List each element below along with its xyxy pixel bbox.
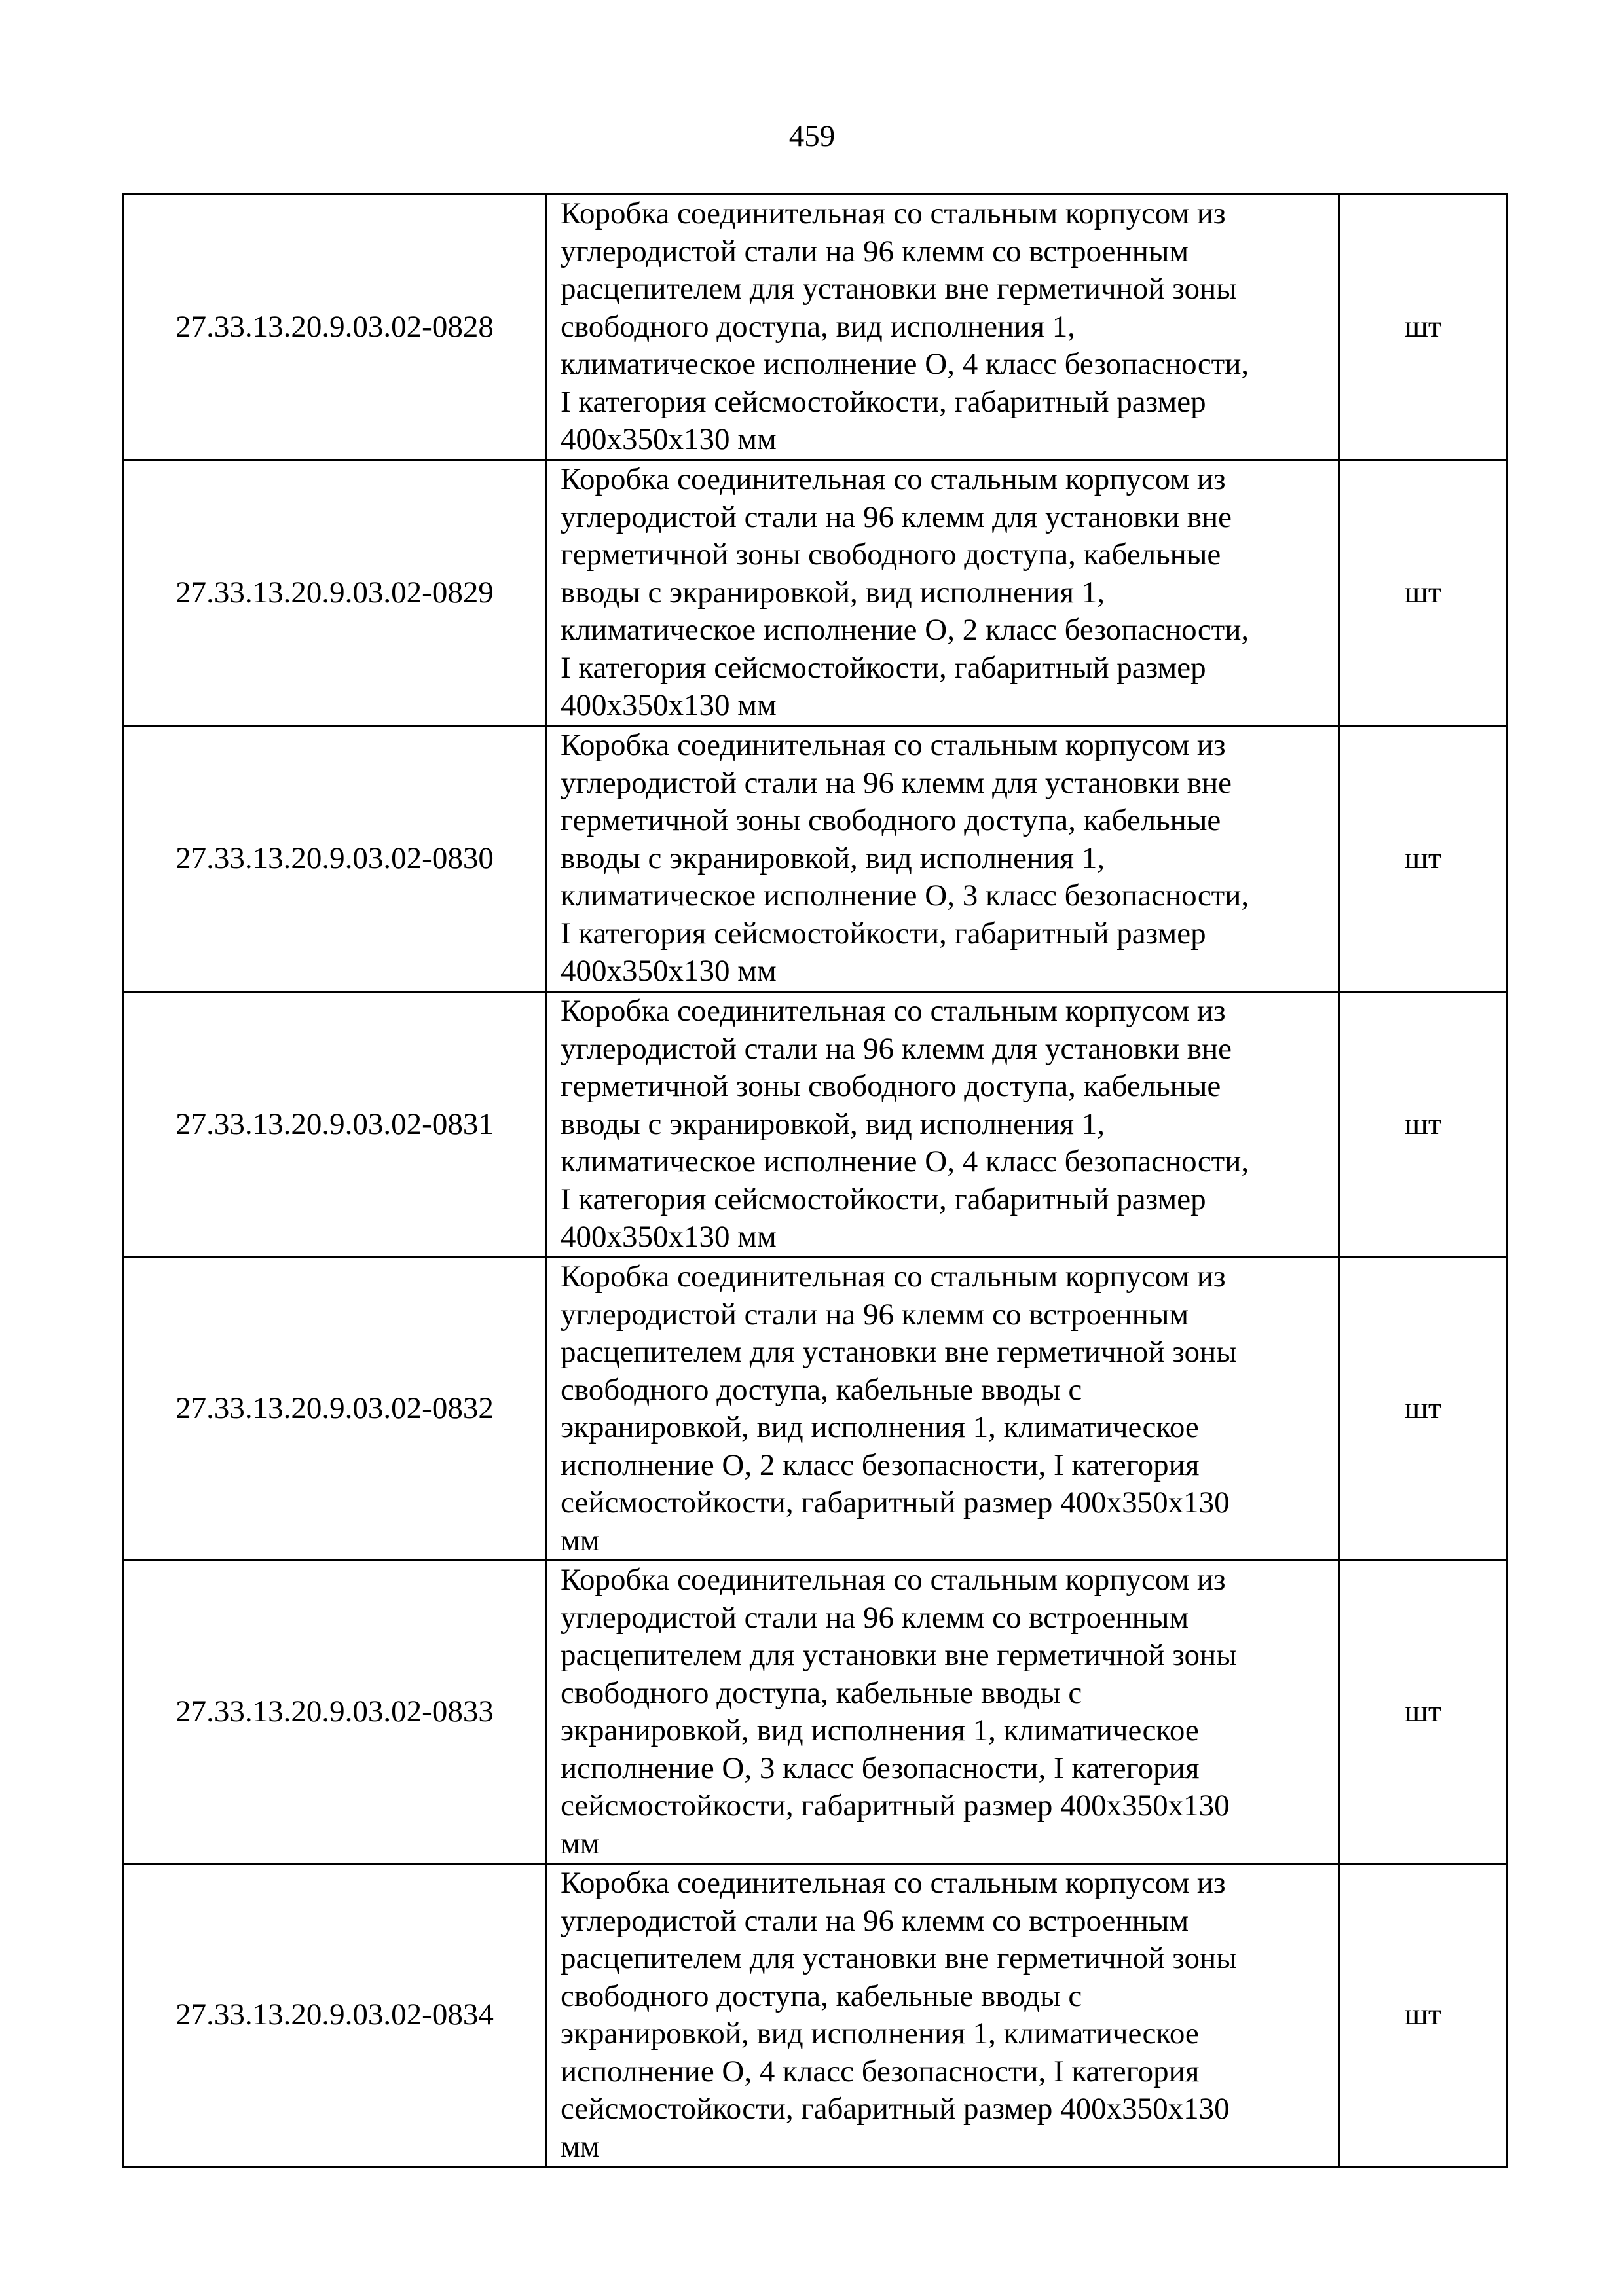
- table-row: [123, 1258, 1507, 1561]
- item-code: 27.33.13.20.9.03.02-0828: [123, 194, 547, 460]
- item-description: Коробка соединительная со стальным корпусом из углеродистой стали на 96 клемм для установки вне герметичной зоны свободного доступа, кабельные вводы с экранировкой, вид исполнения 1, климатическое исполнение О, 4 класс безопасности, I категория сейсмостойкости, габаритный размер 400х350х130 мм: [547, 992, 1339, 1258]
- table-row: [123, 726, 1507, 992]
- table-row: [123, 194, 1507, 460]
- item-description: Коробка соединительная со стальным корпусом из углеродистой стали на 96 клемм со встроенным расцепителем для установки вне герметичной зоны свободного доступа, вид исполнения 1, климатическое исполнение О, 4 класс безопасности, I категория сейсмостойкости, габаритный размер 400х350х130 мм: [547, 194, 1339, 460]
- item-unit: шт: [1339, 1258, 1507, 1561]
- item-description: Коробка соединительная со стальным корпусом из углеродистой стали на 96 клемм для установки вне герметичной зоны свободного доступа, кабельные вводы с экранировкой, вид исполнения 1, климатическое исполнение О, 3 класс безопасности, I категория сейсмостойкости, габаритный размер 400х350х130 мм: [547, 726, 1339, 992]
- item-code: 27.33.13.20.9.03.02-0834: [123, 1864, 547, 2167]
- table-row: [123, 460, 1507, 726]
- item-description: Коробка соединительная со стальным корпусом из углеродистой стали на 96 клемм со встроенным расцепителем для установки вне герметичной зоны свободного доступа, кабельные вводы с экранировкой, вид исполнения 1, климатическое исполнение О, 3 класс безопасности, I категория сейсмостойкости, габаритный размер 400х350х130 мм: [547, 1561, 1339, 1864]
- item-description: Коробка соединительная со стальным корпусом из углеродистой стали на 96 клемм со встроенным расцепителем для установки вне герметичной зоны свободного доступа, кабельные вводы с экранировкой, вид исполнения 1, климатическое исполнение О, 4 класс безопасности, I категория сейсмостойкости, габаритный размер 400х350х130 мм: [547, 1864, 1339, 2167]
- item-code: 27.33.13.20.9.03.02-0830: [123, 726, 547, 992]
- table-row: [123, 1561, 1507, 1864]
- item-unit: шт: [1339, 726, 1507, 992]
- item-code: 27.33.13.20.9.03.02-0829: [123, 460, 547, 726]
- item-unit: шт: [1339, 460, 1507, 726]
- item-code: 27.33.13.20.9.03.02-0833: [123, 1561, 547, 1864]
- item-unit: шт: [1339, 1864, 1507, 2167]
- item-unit: шт: [1339, 1561, 1507, 1864]
- item-description: Коробка соединительная со стальным корпусом из углеродистой стали на 96 клемм со встроенным расцепителем для установки вне герметичной зоны свободного доступа, кабельные вводы с экранировкой, вид исполнения 1, климатическое исполнение О, 2 класс безопасности, I категория сейсмостойкости, габаритный размер 400х350х130 мм: [547, 1258, 1339, 1561]
- item-unit: шт: [1339, 992, 1507, 1258]
- item-code: 27.33.13.20.9.03.02-0832: [123, 1258, 547, 1561]
- item-unit: шт: [1339, 194, 1507, 460]
- item-code: 27.33.13.20.9.03.02-0831: [123, 992, 547, 1258]
- table-row: [123, 992, 1507, 1258]
- page-number: 459: [788, 119, 836, 153]
- catalog-table: [122, 193, 1508, 2168]
- table-row: [123, 1864, 1507, 2167]
- item-description: Коробка соединительная со стальным корпусом из углеродистой стали на 96 клемм для установки вне герметичной зоны свободного доступа, кабельные вводы с экранировкой, вид исполнения 1, климатическое исполнение О, 2 класс безопасности, I категория сейсмостойкости, габаритный размер 400х350х130 мм: [547, 460, 1339, 726]
